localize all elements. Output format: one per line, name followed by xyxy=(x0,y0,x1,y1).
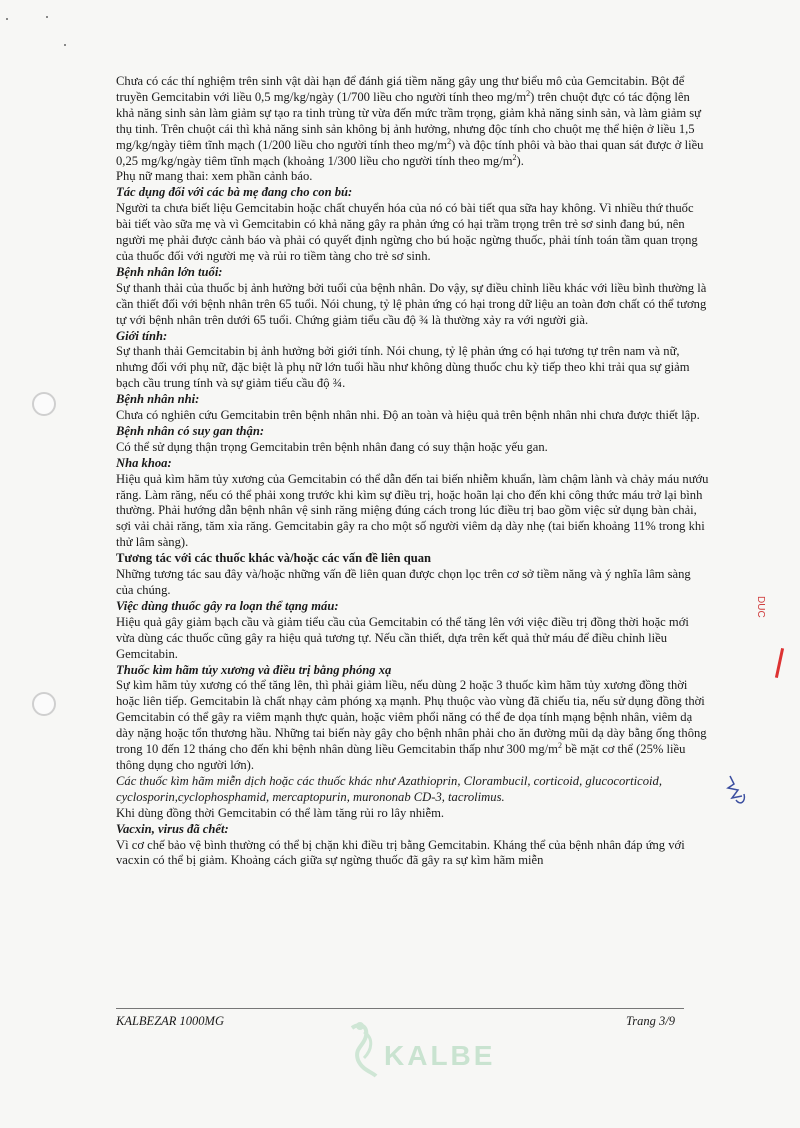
margin-stamp: DUC xyxy=(755,596,766,618)
paragraph-breastfeeding: Người ta chưa biết liệu Gemcitabin hoặc chất chuyển hóa của nó có bài tiết qua sữa hay không. Vì nhiều thứ thuốc bài tiết vào sữa mẹ và vì Gemcitabin có khả năng gây ra phản ứng có hại trầm trọng trên trẻ sơ sinh đang bú, nên người mẹ phải được cảnh báo và phải có quyết định ngừng cho bú hoặc ngừng thuốc, phải tính toán tầm quan trọng của thuốc đối với người mẹ và rủi ro tiềm tàng cho trẻ sơ sinh. xyxy=(116,201,698,263)
watermark-text: KALBE xyxy=(384,1040,496,1071)
red-pen-mark xyxy=(775,648,784,678)
scan-speck xyxy=(46,16,48,18)
heading-vaccine: Vacxin, virus đã chết: xyxy=(116,821,229,836)
heading-renal-hepatic: Bệnh nhân có suy gan thận: xyxy=(116,423,265,438)
heading-gender: Giới tính: xyxy=(116,328,168,343)
paragraph-vaccine: Vì cơ chế bảo vệ bình thường có thể bị chặn khi điều trị bằng Gemcitabin. Kháng thể của bệnh nhân đáp ứng với vacxin có thể bị giảm. Khoảng cách giữa sự ngừng thuốc đã gây ra sự kìm hãm miễn xyxy=(116,837,685,868)
paragraph-dental: Hiệu quả kìm hãm tủy xương của Gemcitabin có thể dẫn đến tai biến nhiễm khuẩn, làm chậm lành và chảy máu nướu răng. Làm răng, nếu có thể phải xong trước khi kìm sự điều trị, hoặc hoãn lại cho đến khi công thức máu trở lại bình thường. Phải hướng dẫn bệnh nhân vệ sinh răng miệng đúng cách trong lúc điều trị bao gồm việc sử dụng bàn chải, sợi vải chải răng, tăm xỉa răng. Gemcitabin gây ra cho một số người viêm dạ dày nhẹ (tai biến khoảng 11% trong khi thử lâm sàng). xyxy=(116,471,709,550)
heading-elderly: Bệnh nhân lớn tuổi: xyxy=(116,264,223,279)
paragraph-infection-risk: Khi dùng đồng thời Gemcitabin có thể làm tăng rủi ro lây nhiễm. xyxy=(116,805,445,820)
paragraph-renal-hepatic: Có thể sử dụng thận trọng Gemcitabin trên bệnh nhân đang có suy thận hoặc yếu gan. xyxy=(116,439,548,454)
heading-breastfeeding: Tác dụng đối với các bà mẹ đang cho con bú: xyxy=(116,185,353,200)
scan-speck xyxy=(6,18,8,20)
punch-hole-bottom xyxy=(32,692,56,716)
heading-blood-dyscrasia-drugs: Việc dùng thuốc gây ra loạn thể tạng máu: xyxy=(116,598,339,613)
paragraph-pediatric: Chưa có nghiên cứu Gemcitabin trên bệnh nhân nhi. Độ an toàn và hiệu quả trên bệnh nhân nhi chưa được thiết lập. xyxy=(116,408,700,423)
heading-pediatric: Bệnh nhân nhi: xyxy=(116,392,200,407)
paragraph-interactions: Những tương tác sau đây và/hoặc những vấn đề liên quan được chọn lọc trên cơ sở tiềm năng và ý nghĩa lâm sàng của chúng. xyxy=(116,567,691,597)
footer-page-number: Trang 3/9 xyxy=(626,1014,675,1028)
paragraph-blood-dyscrasia-drugs: Hiệu quả gây giảm bạch cầu và giảm tiểu cầu của Gemcitabin có thể tăng lên với việc điều trị đồng thời hoặc mới vừa dùng các thuốc cũng gây ra hiệu quả tương tự. Nếu cần thiết, dựa trên kết quả thử máu để điều chỉnh liều Gemcitabin. xyxy=(116,614,689,661)
document-body xyxy=(116,74,710,869)
paragraph-gender: Sự thanh thải Gemcitabin bị ảnh hưởng bởi giới tính. Nói chung, tỷ lệ phản ứng có hại tương tự trên nam và nữ, nhưng đối với phụ nữ, đặc biệt là phụ nữ lớn tuổi hầu như không dùng thuốc chu kỳ tiếp theo khi trải qua sự giảm bạch cầu trung tính và sự giảm tiểu cầu độ ¾. xyxy=(116,344,690,391)
footer-product-name: KALBEZAR 1000MG xyxy=(116,1014,224,1028)
handwritten-signature-icon xyxy=(724,772,754,812)
footer-divider xyxy=(116,1008,684,1009)
heading-dental: Nha khoa: xyxy=(116,455,172,470)
paragraph-marrow-radiation: Sự kìm hãm tủy xương có thể tăng lên, thì phải giảm liều, nếu dùng 2 hoặc 3 thuốc kìm hãm tủy xương đồng thời hoặc liên tiếp. Gemcitabin là chất nhạy cảm phóng xạ mạnh. Phụ thuộc vào vùng đã chiếu tia, nếu sử dụng đồng thời Gemcitabin có thể gây ra viêm mạnh thực quản, hoặc viêm phổi năng có thể đe dọa tính mạng bệnh nhân, viêm dạ dày nặng hoặc tổn thương hầu. Những tai biến này gây cho bệnh nhân phải cho ăn đường mũi dạ dày bằng ống thông trong 10 đến 12 tháng cho đến khi bệnh nhân dùng liều Gemcitabin thấp như 300 $mg/m^2$ bề mặt cơ thể (25% liều thông dụng cho người lớn). xyxy=(116,678,707,772)
heading-marrow-radiation: Thuốc kìm hãm tủy xương và điều trị bằng phóng xạ xyxy=(116,662,392,677)
paragraph-pregnancy: Phụ nữ mang thai: xem phần cảnh báo. xyxy=(116,169,313,184)
scan-speck xyxy=(64,44,66,46)
heading-interactions: Tương tác với các thuốc khác và/hoặc các vấn đề liên quan xyxy=(116,551,432,566)
paragraph-carcinogenicity: Chưa có các thí nghiệm trên sinh vật dài hạn để đánh giá tiềm năng gây ung thư biểu mô của Gemcitabin. Bột để truyền Gemcitabin với liều 0,5 mg/kg/ngày (1/700 liều cho người tính theo $mg/m^2$) trên chuột đực có tác động lên khả năng sinh sản làm giảm sự tạo ra tinh trùng từ vừa đến mức trầm trọng, giảm khả năng sinh sản, và làm giảm sự thụ tinh. Trên chuột cái thì khả năng sinh sản không bị ảnh hưởng, nhưng độc tính cho chuột mẹ thể hiện ở liều 1,5 mg/kg/ngày tiêm tĩnh mạch (1/200 liều cho người tính theo $mg/m^2$) và độc tính phôi và bào thai quan sát được ở liều 0,25 mg/kg/ngày tiêm tĩnh mạch (khoảng 1/300 liều cho người tính theo $mg/m^2$). xyxy=(116,74,704,168)
paragraph-immunosuppressants: Các thuốc kìm hãm miễn dịch hoặc các thuốc khác như Azathioprin, Clorambucil, corticoid, glucocorticoid, cyclosporin,cyclophosphamid, mercaptopurin, murononab CD-3, tacrolimus. xyxy=(116,773,662,804)
paragraph-elderly: Sự thanh thải của thuốc bị ảnh hưởng bởi tuổi của bệnh nhân. Do vậy, sự điều chỉnh liều khác với liều bình thường là cần thiết đối với bệnh nhân trên 65 tuổi. Nói chung, tỷ lệ phản ứng có hại trong dữ liệu an toàn đơn chất có thể tương tự với bệnh nhân trên dưới 65 tuổi. Chứng giảm tiểu cầu độ ¾ là thường xảy ra với người già. xyxy=(116,280,707,327)
punch-hole-top xyxy=(32,392,56,416)
